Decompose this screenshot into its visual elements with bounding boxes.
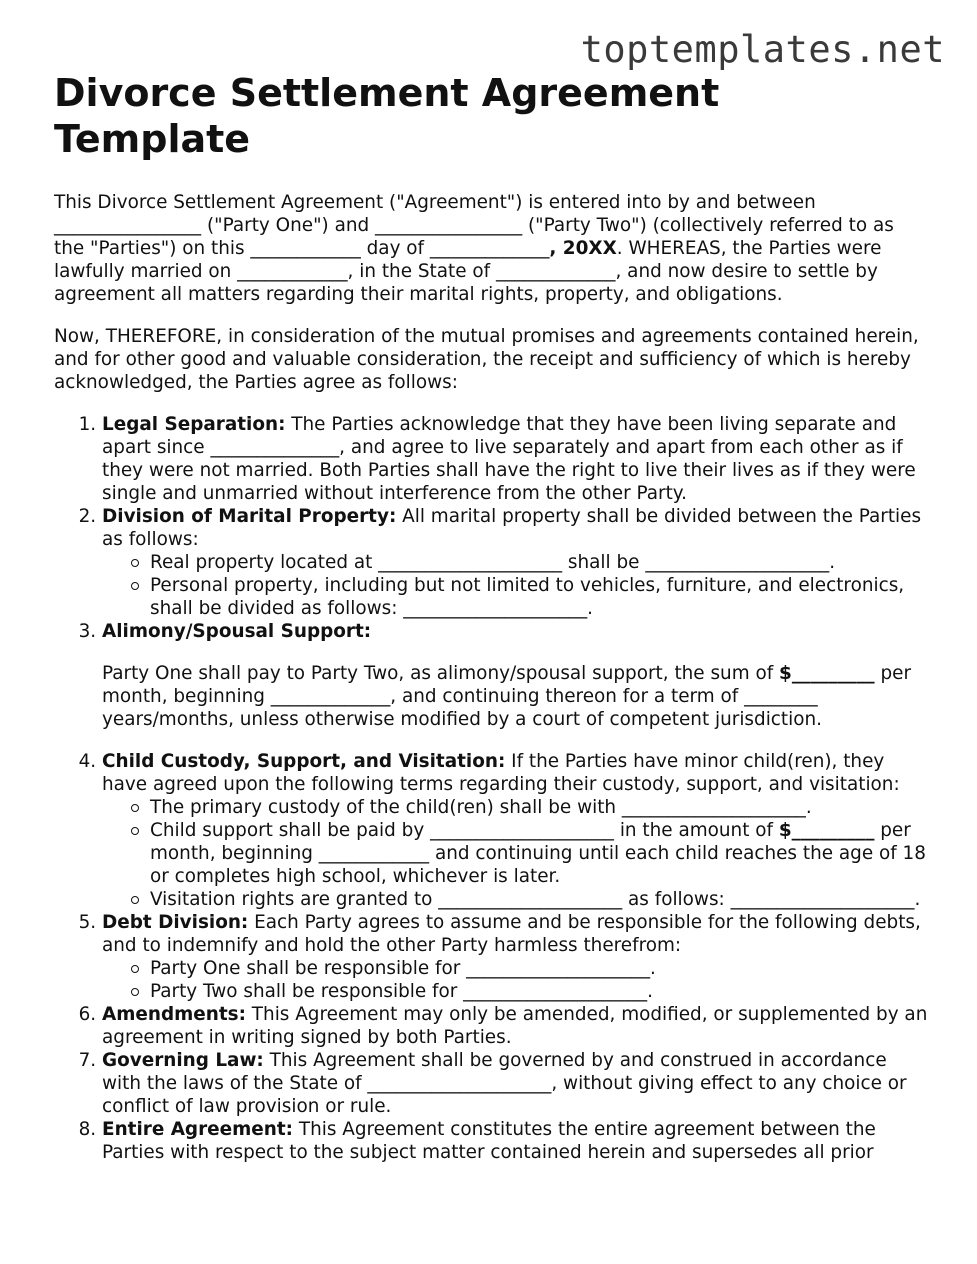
- alimony-amount: $_________: [779, 663, 875, 684]
- term-item: [102, 1049, 929, 1118]
- terms-list: [54, 413, 929, 1164]
- sub-list: [102, 957, 929, 1003]
- term-heading: Division of Marital Property:: [102, 506, 397, 527]
- term-text: Each Party agrees to assume and be responsible for the following debts, and to indemnify and hold the other Party harmless therefrom:: [102, 912, 921, 956]
- term-item: [102, 1118, 929, 1164]
- term-text: This Agreement shall be governed by and construed in accordance with the laws of the State of ____________________, without giving effect to any choice or conflict of law provision or rule.: [102, 1050, 907, 1117]
- term-heading: Child Custody, Support, and Visitation:: [102, 751, 506, 772]
- sub-item: Visitation rights are granted to ____________________ as follows: ____________________.: [150, 888, 929, 911]
- sub-item: Party One shall be responsible for ____________________.: [150, 957, 929, 980]
- intro-year: , 20XX: [549, 238, 617, 259]
- recital-paragraph: Now, THEREFORE, in consideration of the mutual promises and agreements contained herein, and for other good and valuable consideration, the receipt and sufficiency of which is hereby acknowledged, the Parties agree as follows:: [54, 326, 919, 393]
- intro-paragraph: [54, 191, 929, 306]
- sub-item: Party Two shall be responsible for ____________________.: [150, 980, 929, 1003]
- term-item: [102, 505, 929, 620]
- term-text: All marital property shall be divided between the Parties as follows:: [102, 506, 922, 550]
- term-heading: Entire Agreement:: [102, 1119, 293, 1140]
- term-text: This Agreement constitutes the entire agreement between the Parties with respect to the subject matter contained herein and supersedes all prior: [102, 1119, 876, 1163]
- term-item: [102, 1003, 929, 1049]
- intro-text-1: This Divorce Settlement Agreement ("Agreement") is entered into by and between ________________ ("Party One") and ________________ ("Party Two") (collectively referred to as the "Parties") on this ____________ day of _____________: [54, 192, 894, 259]
- document-body: [54, 70, 929, 1164]
- term-heading: Debt Division:: [102, 912, 249, 933]
- term-text: If the Parties have minor child(ren), they have agreed upon the following terms regarding their custody, support, and visitation:: [102, 751, 900, 795]
- document-title: Divorce Settlement Agreement Template: [54, 71, 720, 161]
- term-text: The Parties acknowledge that they have been living separate and apart since ______________, and agree to live separately and apart from each other as if they were not married. Both Parties shall have the right to live their lives as if they were single and unmarried without interference from the other Party.: [102, 414, 916, 504]
- child-support-text-a: Child support shall be paid by ____________________ in the amount of: [150, 820, 779, 841]
- sub-list: [102, 551, 929, 620]
- sub-item: The primary custody of the child(ren) shall be with ____________________.: [150, 796, 929, 819]
- term-heading: Governing Law:: [102, 1050, 264, 1071]
- intro-text-2: . WHEREAS, the Parties were lawfully married on ____________, in the State of _____________, and now desire to settle by agreement all matters regarding their marital rights, property, and obligations.: [54, 238, 882, 305]
- term-text: This Agreement may only be amended, modified, or supplemented by an agreement in writing signed by both Parties.: [102, 1004, 928, 1048]
- alimony-paragraph: [102, 662, 929, 731]
- child-support-text-b: per month, beginning ____________ and continuing until each child reaches the age of 18 or completes high school, whichever is later.: [150, 820, 926, 887]
- term-heading: Amendments:: [102, 1004, 246, 1025]
- sub-item: Real property located at ____________________ shall be ____________________.: [150, 551, 929, 574]
- term-item: [102, 413, 929, 505]
- alimony-text-b: per month, beginning _____________, and continuing thereon for a term of ________ years/months, unless otherwise modified by a court of competent jurisdiction.: [102, 663, 912, 730]
- term-heading: Alimony/Spousal Support:: [102, 621, 372, 642]
- sub-item: Personal property, including but not limited to vehicles, furniture, and electronics, shall be divided as follows: ____________________.: [150, 574, 929, 620]
- term-item: [102, 620, 929, 731]
- term-item: [102, 911, 929, 1003]
- term-item: [102, 750, 929, 911]
- sub-item: [150, 819, 929, 888]
- sub-list: [102, 796, 929, 911]
- term-heading: Legal Separation:: [102, 414, 286, 435]
- watermark: toptemplates.net: [580, 28, 945, 71]
- child-support-amount: $_________: [778, 820, 875, 841]
- alimony-text-a: Party One shall pay to Party Two, as alimony/spousal support, the sum of: [102, 663, 780, 684]
